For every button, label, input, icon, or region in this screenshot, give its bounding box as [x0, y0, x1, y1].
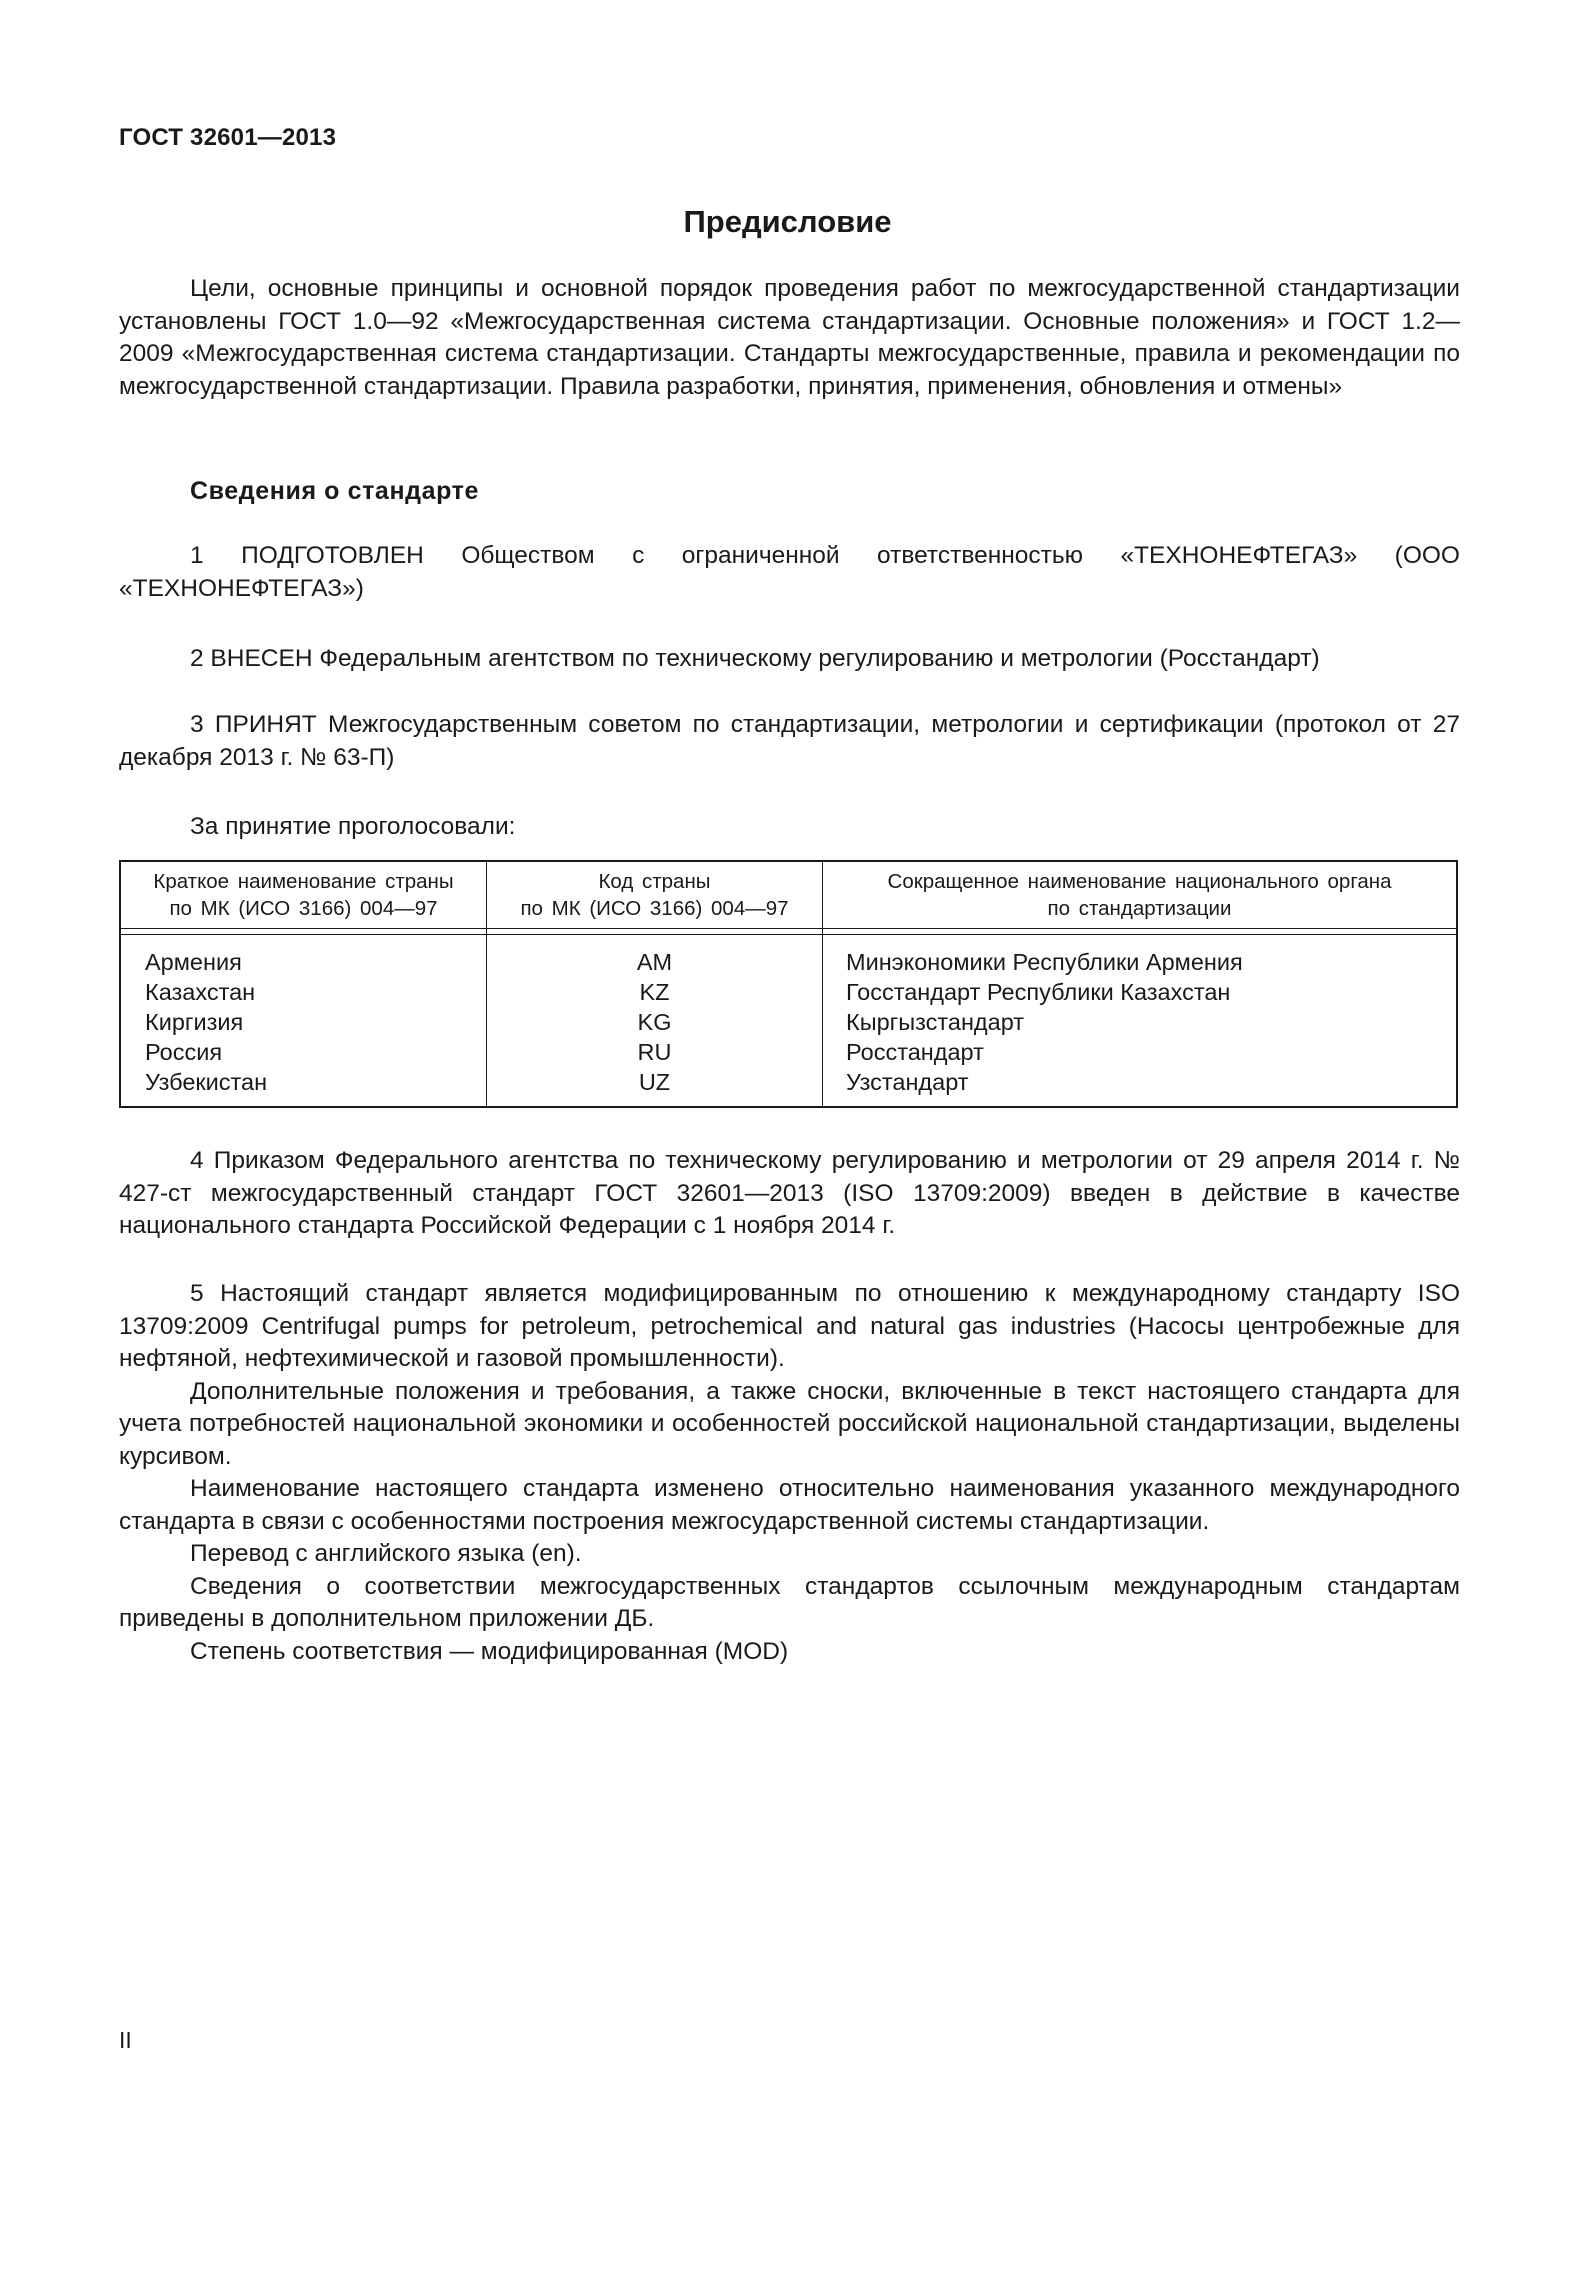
item-1-prepared: 1 ПОДГОТОВЛЕН Обществом с ограниченной ответственностью «ТЕХНОНЕФТЕГАЗ» (ООО «ТЕХНОНЕФТЕГАЗ»): [119, 542, 1460, 602]
voted-label: За принятие проголосовали:: [190, 813, 516, 840]
table-cell-code: UZ: [638, 1069, 671, 1095]
table-column-country: [145, 947, 267, 1097]
item-5-modified: 5 Настоящий стандарт является модифицированным по отношению к международному стандарту ISO 13709:2009 Centrifugal pumps for petroleum, petrochemical and natural gas industries (Насосы центробежные для нефтяной, нефтехимической и газовой промышленности).: [119, 1280, 1460, 1372]
table-column-body: [846, 947, 1243, 1097]
table-cell-country: Армения: [145, 949, 242, 975]
table-cell-body: Кыргызстандарт: [846, 1009, 1025, 1035]
item-3-section: [119, 709, 1460, 774]
item-4-section: [119, 1145, 1460, 1243]
table-header-code: [487, 868, 822, 922]
page-title: Предисловие: [683, 204, 892, 239]
item-2-submitted: 2 ВНЕСЕН Федеральным агентством по техническому регулированию и метрологии (Росстандарт): [190, 645, 1320, 672]
table-cell-country: Киргизия: [145, 1009, 244, 1035]
item-5-degree: Степень соответствия — модифицированная (MOD): [190, 1637, 789, 1665]
page-number: II: [119, 2027, 132, 2053]
item-5-translation: Перевод с английского языка (en).: [190, 1540, 582, 1567]
table-header-divider: [121, 934, 1456, 935]
intro-paragraph: Цели, основные принципы и основной порядок проведения работ по межгосударственной стандартизации установлены ГОСТ 1.0—92 «Межгосударственная система стандартизации. Основные положения» и ГОСТ 1.2—2009 «Межгосударственная система стандартизации. Стандарты межгосударственные, правила и рекомендации по межгосударственной стандартизации. Правила разработки, принятия, применения, обновления и отмены»: [119, 275, 1460, 400]
header-text: по МК (ИСО 3166) 004—97: [169, 897, 438, 920]
item-5-conformity-info: Сведения о соответствии межгосударственных стандартов ссылочным международным стандартам приведены в дополнительном приложении ДБ.: [119, 1572, 1460, 1632]
item-2-section: [119, 643, 1460, 676]
table-cell-code: KG: [637, 1009, 672, 1035]
table-cell-code: AM: [636, 949, 673, 975]
table-cell-country: Россия: [145, 1039, 223, 1065]
table-cell-body: Росстандарт: [846, 1039, 984, 1065]
item-1-section: [119, 540, 1460, 605]
table-cell-country: Казахстан: [145, 979, 256, 1005]
table-cell-body: Госстандарт Республики Казахстан: [846, 979, 1231, 1005]
voting-table: [119, 860, 1458, 1108]
item-5-section: [119, 1278, 1460, 1668]
table-cell-body: Минэкономики Республики Армения: [846, 949, 1243, 975]
item-3-adopted: 3 ПРИНЯТ Межгосударственным советом по стандартизации, метрологии и сертификации (протокол от 27 декабря 2013 г. № 63-П): [119, 711, 1460, 771]
header-text: Код страны: [598, 870, 711, 893]
header-text: по МК (ИСО 3166) 004—97: [520, 897, 789, 920]
table-cell-code: RU: [637, 1039, 672, 1065]
item-4-order: 4 Приказом Федерального агентства по техническому регулированию и метрологии от 29 апреля 2014 г. № 427-ст межгосударственный стандарт ГОСТ 32601—2013 (ISO 13709:2009) введен в действие в качестве национального стандарта Российской Федерации с 1 ноября 2014 г.: [119, 1147, 1460, 1239]
section-heading-standard-info: Сведения о стандарте: [190, 477, 480, 505]
header-text: по стандартизации: [1047, 897, 1232, 920]
table-column-code: [487, 947, 822, 1097]
table-cell-country: Узбекистан: [145, 1069, 268, 1095]
table-header-body: [823, 868, 1456, 922]
intro-section: [119, 273, 1460, 403]
header-text: Краткое наименование страны: [153, 870, 454, 893]
item-5-name-change: Наименование настоящего стандарта изменено относительно наименования указанного международного стандарта в связи с особенностями построения межгосударственной системы стандартизации.: [119, 1475, 1460, 1535]
document-code-header: ГОСТ 32601—2013: [119, 124, 337, 151]
table-cell-code: KZ: [639, 979, 670, 1005]
voted-label-section: [119, 811, 1460, 844]
table-header-country: [121, 868, 486, 922]
table-header-divider: [121, 928, 1456, 929]
header-text: Сокращенное наименование национального органа: [887, 870, 1392, 893]
item-5-additional-provisions: Дополнительные положения и требования, а также сноски, включенные в текст настоящего стандарта для учета потребностей национальной экономики и особенностей российской национальной стандартизации, выделены курсивом.: [119, 1377, 1460, 1470]
table-cell-body: Узстандарт: [846, 1069, 969, 1095]
